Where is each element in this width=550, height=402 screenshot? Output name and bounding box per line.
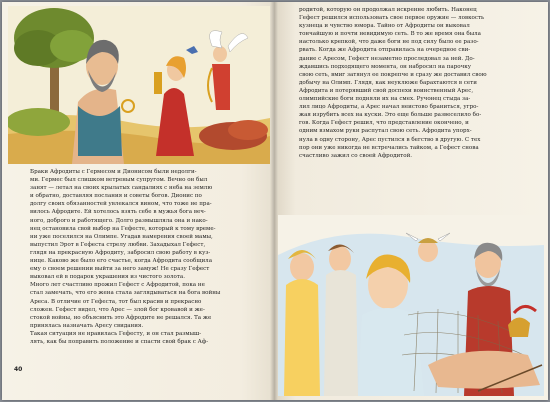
left-page [2, 2, 274, 400]
illustration-hephaestus-and-gods [8, 6, 270, 164]
right-page-text: родитой, которую он продолжал искренне любить. Наконец Гефест решился использовать свое первое оружие — ловкость кузнеца и чувство юмора. Тайно от Афродиты он выковал тончайшую и почти невидимую сеть. В то же время она была настолько крепкой, что даже боги не под силу было ее разо- рвать. Когда же Афродита отправилась на очередное сви- дание с Аресом, Гефест незаметно проследовал за ней. До- ждавшись подходящего момента, он набросил на парочку свою сеть, вмиг затянул ее покрепче и сразу же доставил свою добычу на Олимп. Глядя, как неуклюже барахтаются в сети Афродита и потерявший свой доспехи воинственный Арес, олимпийские боги подняли их на смех. Ручонец стыда за- лил лицо Афродиты, а Арес начал неистово браниться, угро- жая изрубить всех на куски. Это еще больше развеселило бо- гов. Когда Гефест решил, что представление окончено, и одним взмахом руки распутал свою сеть. Афродита упорх- нула в одну сторону, Арес пустился в бегство в другую. С тех пор они уже никогда не встречались тайком, а Гефест снова счастливо зажил со своей Афродитой. [299, 7, 487, 159]
right-page [274, 2, 548, 400]
illustration-net-of-hephaestus [278, 215, 544, 396]
book-gutter [270, 2, 278, 400]
open-book [2, 2, 548, 400]
page-number: 40 [14, 366, 23, 373]
left-page-text: Браки Афродиты с Гермесом и Дионисом были недолги- ми. Гермес был слишком ветреным супругом. Вечно он был занят — летал на своих крылатых сандалиях с неба на землю и обратно, доставляя послания и советы богов. Дионис по долгу своих обязанностей увлекался вином, что тоже не пра- вилось Афродите. Ей хотелось взять себе в мужья бога веч- ного, доброго и работящего. Долго размышляла она и нако- нец остановила свой выбор на Гефесте, который к тому време- ни уже поселился на Олимпе. Угадав намерения своей мамы, выпустил Эрот в Гефеста стрелу любви. Захадыхал Гефест, глядя на прекрасную Афродиту, забросил свою работу в куз- нице. Каково же было его счастье, когда Афродита сообщила ему о своем решении выйти за него замуж! Не сразу Гефест выковал ей в подарок украшения из чистого золота. Много лет счастливо прожил Гефест с Афродитой, пока не стал замечать, что его жена стала заглядываться на бога войны Ареса. В отличие от Гефеста, тот был красив и прекрасно сложен. Гефест видел, что Арес — злой бог кровавой и же- стокой войны, но объяснить это Афродите не решался. Та же принялась назначать Аресу свидания. Такая ситуация не нравилась Гефесту, и он стал размыш- лять, как бы поправить положение и спасти свой брак с Аф- [30, 169, 221, 345]
